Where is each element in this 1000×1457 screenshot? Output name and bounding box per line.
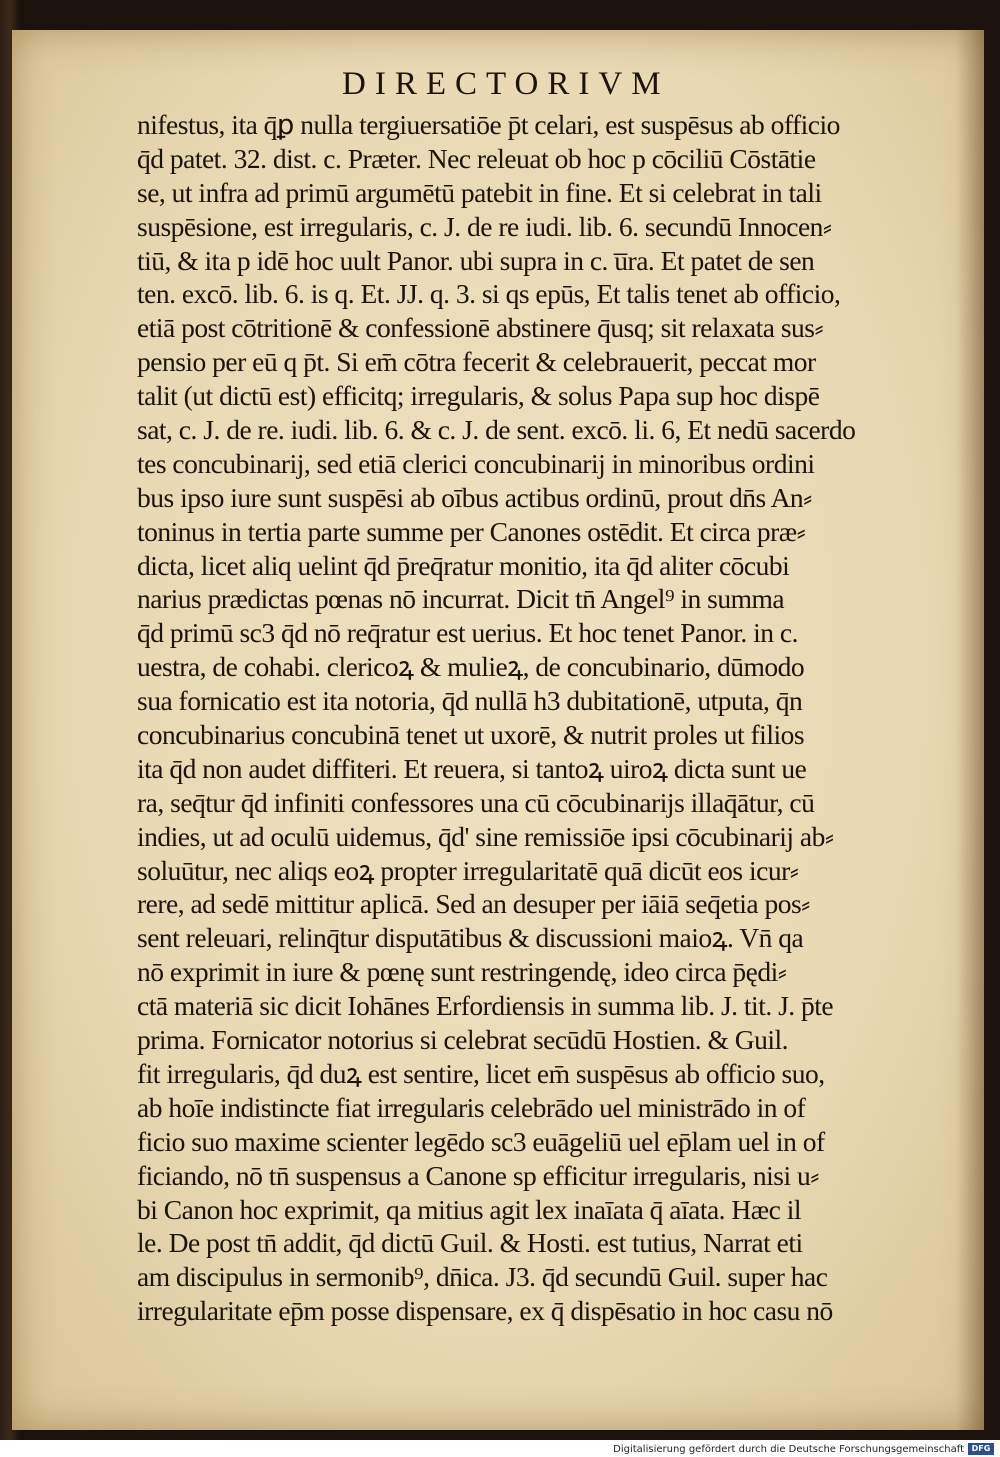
text-line: ra, seq̄tur q̄d infiniti confessores una cū cōcubinarijs illaq̄ātur, cū [137, 786, 815, 818]
text-line: pensio per eū q p̄t. Si em̄ cōtra fecerit & celebrauerit, peccat mor [137, 346, 816, 378]
text-line: se, ut infra ad primū argumētū patebit in fine. Et si celebrat in tali [137, 176, 822, 208]
text-line: uestra, de cohabi. clericoꝝ & mulieꝝ, de concubinario, dūmodo [137, 651, 805, 683]
text-line: etiā post cōtritionē & confessionē abstinere q̄usq; sit relaxata sus⸗ [137, 312, 824, 344]
text-line: tes concubinarij, sed etiā clerici concubinarij in minoribus ordini [137, 447, 815, 479]
text-line: le. De post tn̄ addit, q̄d dictū Guil. & Hosti. est tutius, Narrat eti [137, 1227, 803, 1259]
text-line: sat, c. J. de re. iudi. lib. 6. & c. J. de sent. excō. li. 6, Et nedū sacerdo [137, 414, 856, 446]
text-line: rere, ad sedē mittitur aplicā. Sed an desuper per iāiā seq̄etia pos⸗ [137, 888, 810, 920]
text-line: irregularitate ep̄m posse dispensare, ex q̄ dispēsatio in hoc casu nō [137, 1295, 833, 1327]
text-line: dicta, licet aliq uelint q̄d p̄req̄ratur monitio, ita q̄d aliter cōcubi [137, 549, 790, 581]
text-line: concubinarius concubinā tenet ut uxorē, & nutrit proles ut filios [137, 719, 805, 751]
text-line: q̄d primū sc3 q̄d nō req̄ratur est uerius. Et hoc tenet Panor. in c. [137, 617, 798, 649]
text-line: suspēsione, est irregularis, c. J. de re iudi. lib. 6. secundū Innocen⸗ [137, 210, 832, 242]
footer-credit: Digitalisierung gefördert durch die Deutsche Forschungsgemeinschaft [613, 1444, 964, 1455]
text-line: nifestus, ita q̄ꝑ nulla tergiuersatiōe p̄t celari, est suspēsus ab officio [137, 109, 840, 140]
text-line: nō exprimit in iure & pœnę sunt restringendę, ideo circa p̄ędi⸗ [137, 956, 787, 988]
text-line: am discipulus in sermonib⁹, dn̄ica. J3. q̄d secundū Guil. super hac [137, 1261, 828, 1293]
text-line: soluūtur, nec aliqs eoꝝ propter irregularitatē quā dicūt eos icur⸗ [137, 854, 799, 886]
text-line: talit (ut dictū est) efficitq; irregularis, & solus Papa sup hoc dispē [137, 380, 820, 412]
text-line: ctā materiā sic dicit Iohānes Erfordiensis in summa lib. J. tit. J. p̄te [137, 990, 834, 1022]
text-line: ab hoīe indistincte fiat irregularis celebrādo uel ministrādo in of [137, 1091, 806, 1123]
text-line: toninus in tertia parte summe per Canones ostēdit. Et circa præ⸗ [137, 515, 806, 547]
text-line: ten. excō. lib. 6. is q. Et. JJ. q. 3. si qs epūs, Et talis tenet ab officio, [137, 278, 841, 310]
text-line: narius prædictas pœnas nō incurrat. Dicit tn̄ Angel⁹ in summa [137, 583, 785, 615]
text-line: sua fornicatio est ita notoria, q̄d nullā h3 dubitationē, utputa, q̄n [137, 685, 803, 717]
text-line: fit irregularis, q̄d duꝝ est sentire, licet em̄ suspēsus ab officio suo, [137, 1057, 825, 1089]
text-line: prima. Fornicator notorius si celebrat secūdū Hostien. & Guil. [137, 1024, 789, 1056]
text-line: bi Canon hoc exprimit, qa mitius agit lex inaīata q̄ aīata. Hæc il [137, 1193, 801, 1225]
text-line: bus ipso iure sunt suspēsi ab oībus actibus ordinū, prout dn̄s An⸗ [137, 481, 812, 513]
printed-page [12, 30, 984, 1430]
dfg-logo-icon: DFG [968, 1443, 994, 1455]
text-line: q̄d patet. 32. dist. c. Præter. Nec releuat ob hoc p cōciliū Cōstātie [137, 142, 816, 174]
page-edge-shadow [956, 30, 984, 1430]
text-line: sent releuari, relinq̄tur disputātibus & discussioni maioꝝ. Vn̄ qa [137, 922, 804, 954]
running-head: DIRECTORIVM [342, 66, 670, 102]
text-line: tiū, & ita p idē hoc uult Panor. ubi supra in c. u̅ra. Et patet de sen [137, 244, 815, 276]
text-line: ita q̄d non audet diffiteri. Et reuera, si tantoꝝ uiroꝝ dicta sunt ue [137, 752, 807, 784]
text-line: ficiando, nō tn̄ suspensus a Canone sp efficitur irregularis, nisi u⸗ [137, 1159, 819, 1191]
digitization-footer [0, 1440, 1000, 1457]
text-line: ficio suo maxime scienter legēdo sc3 euāgeliū uel ep̄lam uel in of [137, 1125, 825, 1157]
text-line: indies, ut ad oculū uidemus, q̄d' sine remissiōe ipsi cōcubinarij ab⸗ [137, 820, 834, 852]
body-text [137, 108, 927, 1328]
